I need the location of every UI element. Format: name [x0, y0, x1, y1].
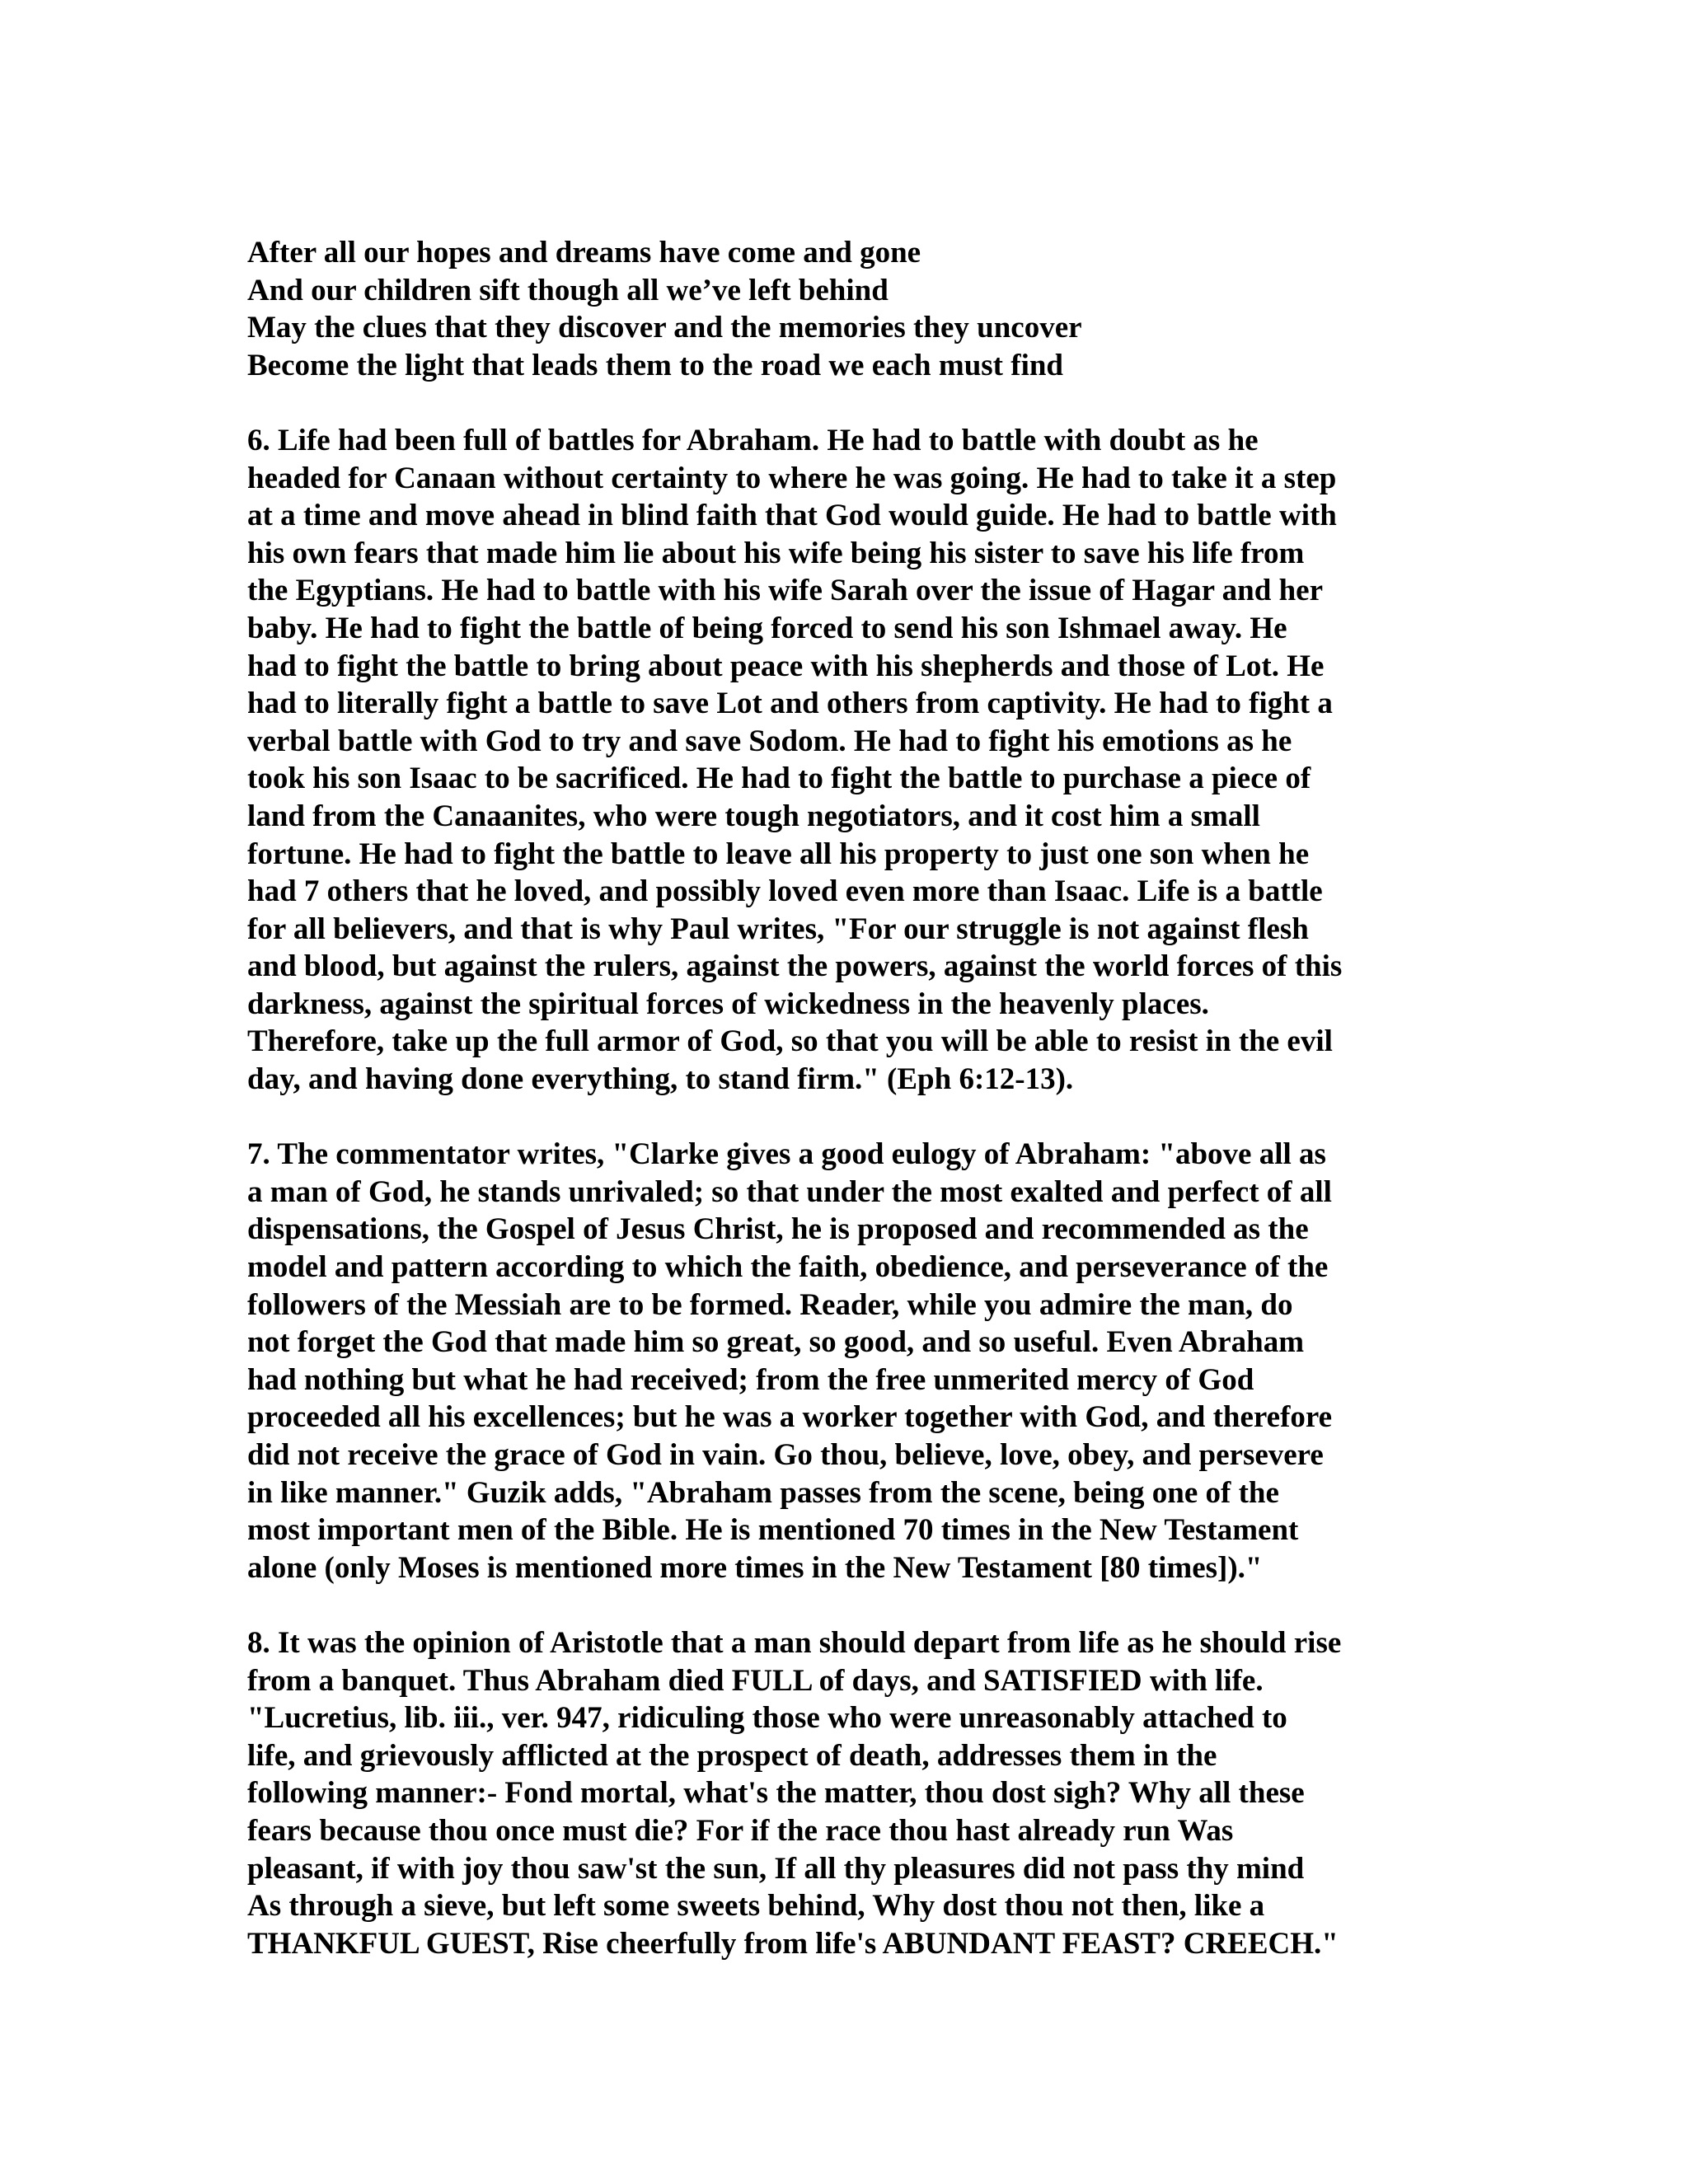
text-line: a man of God, he stands unrivaled; so that under the most exalted and perfect of all [247, 1174, 1332, 1209]
text-line: darkness, against the spiritual forces of wickedness in the heavenly places. [247, 987, 1209, 1021]
text-line: fortune. He had to fight the battle to leave all his property to just one son when he [247, 837, 1310, 871]
text-line: did not receive the grace of God in vain. Go thou, believe, love, obey, and persevere [247, 1438, 1324, 1472]
text-line: land from the Canaanites, who were tough negotiators, and it cost him a small [247, 799, 1260, 833]
text-line: 7. The commentator writes, "Clarke gives a good eulogy of Abraham: "above all as [247, 1137, 1326, 1172]
text-line: followers of the Messiah are to be formed. Reader, while you admire the man, do [247, 1287, 1293, 1322]
text-line: following manner:- Fond mortal, what's the matter, thou dost sigh? Why all these [247, 1776, 1305, 1811]
document-page [247, 234, 1451, 1962]
text-line: THANKFUL GUEST, Rise cheerfully from life's ABUNDANT FEAST? CREECH." [247, 1926, 1339, 1961]
text-line: life, and grievously afflicted at the prospect of death, addresses them in the [247, 1738, 1217, 1773]
text-line: had to fight the battle to bring about peace with his shepherds and those of Lot. He [247, 649, 1325, 683]
text-line: headed for Canaan without certainty to where he was going. He had to take it a step [247, 461, 1337, 495]
poem-line: May the clues that they discover and the memories they uncover [247, 311, 1082, 345]
text-line: pleasant, if with joy thou saw'st the sun, If all thy pleasures did not pass thy mind [247, 1851, 1305, 1886]
poem-line: And our children sift though all we’ve left behind [247, 273, 889, 307]
text-line: baby. He had to fight the battle of being forced to send his son Ishmael away. He [247, 611, 1287, 645]
paragraph-6 [247, 422, 1451, 1099]
text-line: took his son Isaac to be sacrificed. He had to fight the battle to purchase a piece of [247, 762, 1311, 796]
paragraph-7 [247, 1136, 1451, 1586]
text-line: had 7 others that he loved, and possibly loved even more than Isaac. Life is a battle [247, 874, 1323, 909]
text-line: 6. Life had been full of battles for Abraham. He had to battle with doubt as he [247, 423, 1259, 457]
text-line: day, and having done everything, to stand firm." (Eph 6:12-13). [247, 1062, 1074, 1097]
text-line: in like manner." Guzik adds, "Abraham passes from the scene, being one of the [247, 1475, 1279, 1510]
poem-stanza [247, 234, 1451, 384]
text-line: and blood, but against the rulers, against the powers, against the world forces of this [247, 949, 1343, 984]
text-line: from a banquet. Thus Abraham died FULL of days, and SATISFIED with life. [247, 1663, 1264, 1698]
text-line: Therefore, take up the full armor of God, so that you will be able to resist in the evil [247, 1024, 1333, 1059]
text-line: model and pattern according to which the faith, obedience, and perseverance of the [247, 1250, 1329, 1285]
text-line: most important men of the Bible. He is mentioned 70 times in the New Testament [247, 1513, 1299, 1548]
text-line: had to literally fight a battle to save Lot and others from captivity. He had to fight a [247, 687, 1333, 721]
text-line: proceeded all his excellences; but he was a worker together with God, and therefore [247, 1400, 1333, 1435]
paragraph-8 [247, 1624, 1451, 1962]
text-line: "Lucretius, lib. iii., ver. 947, ridiculing those who were unreasonably attached to [247, 1701, 1287, 1736]
text-line: had nothing but what he had received; from the free unmerited mercy of God [247, 1362, 1254, 1397]
text-line: As through a sieve, but left some sweets behind, Why dost thou not then, like a [247, 1889, 1265, 1924]
poem-line: Become the light that leads them to the road we each must find [247, 348, 1064, 382]
text-line: his own fears that made him lie about his wife being his sister to save his life from [247, 536, 1305, 570]
text-line: not forget the God that made him so great, so good, and so useful. Even Abraham [247, 1325, 1305, 1360]
text-line: verbal battle with God to try and save Sodom. He had to fight his emotions as he [247, 724, 1292, 758]
text-line: 8. It was the opinion of Aristotle that a man should depart from life as he should rise [247, 1625, 1342, 1660]
text-line: the Egyptians. He had to battle with his wife Sarah over the issue of Hagar and her [247, 574, 1323, 608]
text-line: fears because thou once must die? For if the race thou hast already run Was [247, 1813, 1234, 1848]
text-line: for all believers, and that is why Paul writes, "For our struggle is not against flesh [247, 912, 1309, 946]
text-line: at a time and move ahead in blind faith that God would guide. He had to battle with [247, 499, 1337, 533]
text-line: dispensations, the Gospel of Jesus Christ, he is proposed and recommended as the [247, 1212, 1309, 1247]
text-line: alone (only Moses is mentioned more times in the New Testament [80 times])." [247, 1550, 1263, 1585]
poem-line: After all our hopes and dreams have come and gone [247, 236, 921, 269]
